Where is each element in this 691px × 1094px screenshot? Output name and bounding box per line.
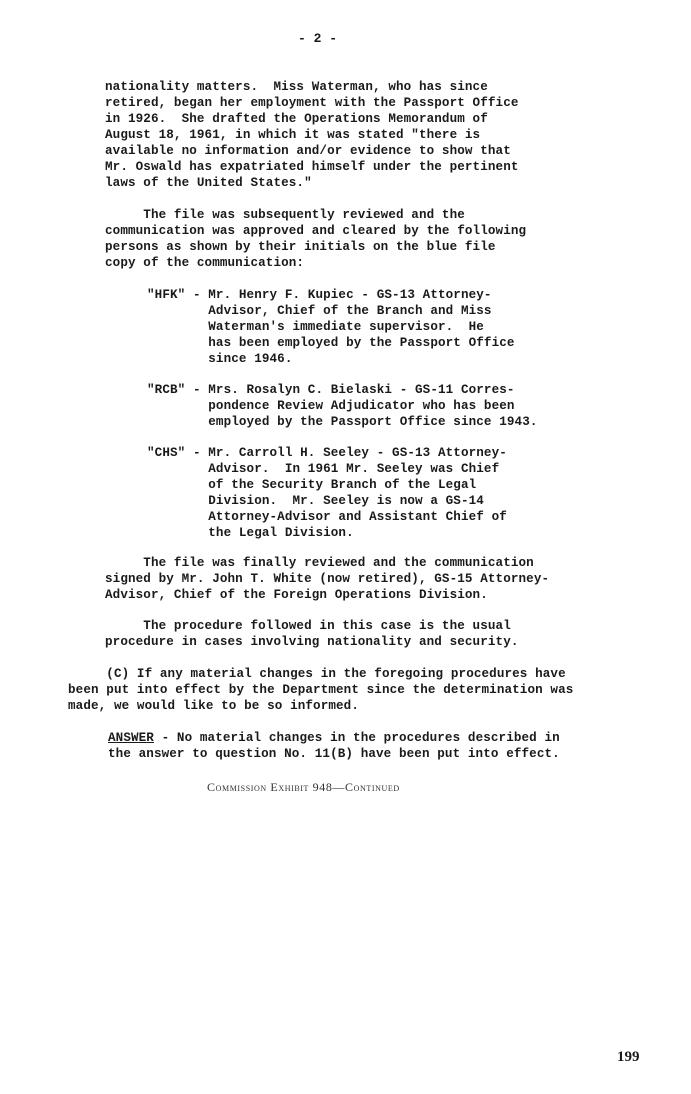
text-line: persons as shown by their initials on the blue file: [105, 240, 496, 254]
text-line: signed by Mr. John T. White (now retired), GS-15 Attorney-: [105, 572, 550, 586]
page-number: 199: [617, 1049, 640, 1065]
answer-label: ANSWER: [108, 731, 154, 745]
text-line: The file was finally reviewed and the communication: [105, 556, 534, 570]
page-marker: - 2 -: [298, 31, 338, 46]
text-line: nationality matters. Miss Waterman, who has since: [105, 80, 488, 94]
exhibit-caption: Commission Exhibit 948—Continued: [207, 780, 400, 794]
text-line: Waterman's immediate supervisor. He: [147, 320, 484, 334]
answer-text: - No material changes in the procedures described in: [153, 731, 560, 745]
text-line: Advisor. In 1961 Mr. Seeley was Chief: [147, 462, 500, 476]
text-line: laws of the United States.": [105, 176, 312, 190]
text-line: The procedure followed in this case is the usual: [105, 619, 511, 633]
text-line: (C) If any material changes in the foregoing procedures have: [68, 667, 566, 681]
text-line: been put into effect by the Department since the determination was: [68, 683, 574, 697]
text-line: "HFK" - Mr. Henry F. Kupiec - GS-13 Attorney-: [147, 288, 492, 302]
text-line: "CHS" - Mr. Carroll H. Seeley - GS-13 Attorney-: [147, 446, 507, 460]
text-line: Attorney-Advisor and Assistant Chief of: [147, 510, 507, 524]
text-line: Advisor, Chief of the Branch and Miss: [147, 304, 492, 318]
text-line: communication was approved and cleared by the following: [105, 224, 527, 238]
text-line: Advisor, Chief of the Foreign Operations Division.: [105, 588, 488, 602]
text-line: Mr. Oswald has expatriated himself under the pertinent: [105, 160, 519, 174]
text-line: [108, 730, 560, 746]
text-line: copy of the communication:: [105, 256, 305, 270]
text-line: since 1946.: [147, 352, 293, 366]
text-line: has been employed by the Passport Office: [147, 336, 515, 350]
text-line: Division. Mr. Seeley is now a GS-14: [147, 494, 484, 508]
text-line: retired, began her employment with the Passport Office: [105, 96, 519, 110]
text-line: employed by the Passport Office since 1943.: [147, 415, 538, 429]
text-line: procedure in cases involving nationality and security.: [105, 635, 519, 649]
text-line: made, we would like to be so informed.: [68, 699, 359, 713]
text-line: August 18, 1961, in which it was stated "there is: [105, 128, 481, 142]
text-line: the Legal Division.: [147, 526, 354, 540]
text-line: "RCB" - Mrs. Rosalyn C. Bielaski - GS-11 Corres-: [147, 383, 515, 397]
text-line: The file was subsequently reviewed and the: [105, 208, 465, 222]
text-line: in 1926. She drafted the Operations Memorandum of: [105, 112, 488, 126]
text-line: the answer to question No. 11(B) have been put into effect.: [108, 747, 560, 761]
text-line: available no information and/or evidence to show that: [105, 144, 511, 158]
text-line: of the Security Branch of the Legal: [147, 478, 477, 492]
text-line: pondence Review Adjudicator who has been: [147, 399, 515, 413]
